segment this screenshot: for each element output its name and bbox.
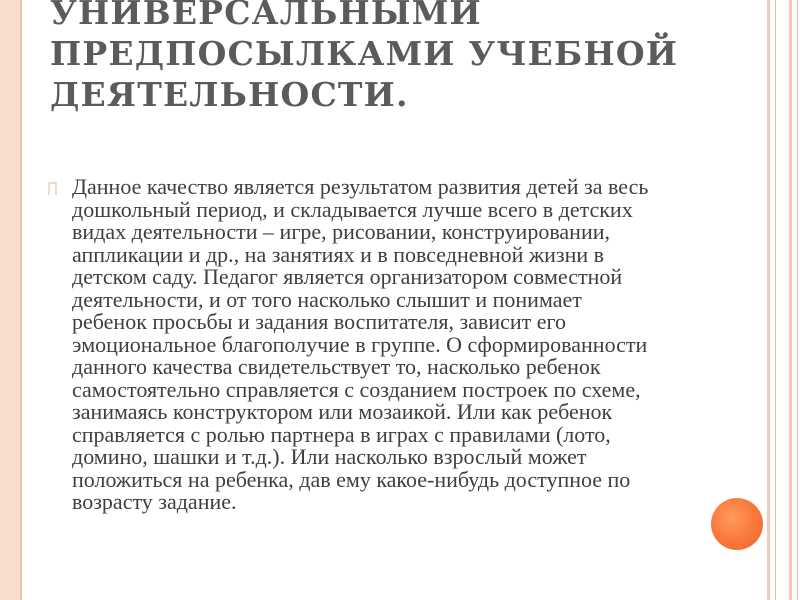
body-line: занимаясь конструктором или мозаикой. Или как ребенок xyxy=(72,399,613,424)
title-line: УНИВЕРСАЛЬНЫМИ xyxy=(50,0,482,32)
body-line: самостоятельно справляется с созданием построек по схеме, xyxy=(72,376,641,402)
bullet-marker-icon xyxy=(48,182,58,196)
left-border-strip xyxy=(0,0,22,600)
body-line: ребенок просьбы и задания воспитателя, зависит его xyxy=(72,309,567,334)
slide-title xyxy=(50,0,730,115)
body-line: эмоциональное благополучие в группе. О сформированности xyxy=(72,331,648,357)
right-border-line xyxy=(797,0,798,600)
body-line: возрасту задание. xyxy=(72,489,237,514)
body-line: положиться на ребенка, дав ему какое-нибудь доступное по xyxy=(72,466,631,492)
body-line: дошкольный период, и складывается лучше всего в детских xyxy=(72,196,633,222)
body-line: детском саду. Педагог является организатором совместной xyxy=(72,264,623,289)
title-line: ДЕЯТЕЛЬНОСТИ. xyxy=(50,75,409,114)
title-line: ПРЕДПОСЫЛКАМИ УЧЕБНОЙ xyxy=(50,34,679,73)
body-line: данного качества свидетельствует то, насколько ребенок xyxy=(72,354,601,379)
right-border-line xyxy=(789,0,792,600)
body-line: деятельности, и от того насколько слышит и понимает xyxy=(72,286,582,312)
body-line: Данное качество является результатом развития детей за весь xyxy=(72,174,649,199)
body-line: справляется с ролью партнера в играх с правилами (лото, xyxy=(72,421,611,447)
right-border-line xyxy=(775,0,776,600)
body-line: аппликации и др., на занятиях и в повседневной жизни в xyxy=(72,241,605,267)
body-line: домино, шашки и т.д.). Или насколько взрослый может xyxy=(72,444,587,469)
body-text xyxy=(72,176,772,514)
body-line: видах деятельности – игре, рисовании, конструировании, xyxy=(72,219,611,244)
orange-circle-icon xyxy=(711,498,763,550)
